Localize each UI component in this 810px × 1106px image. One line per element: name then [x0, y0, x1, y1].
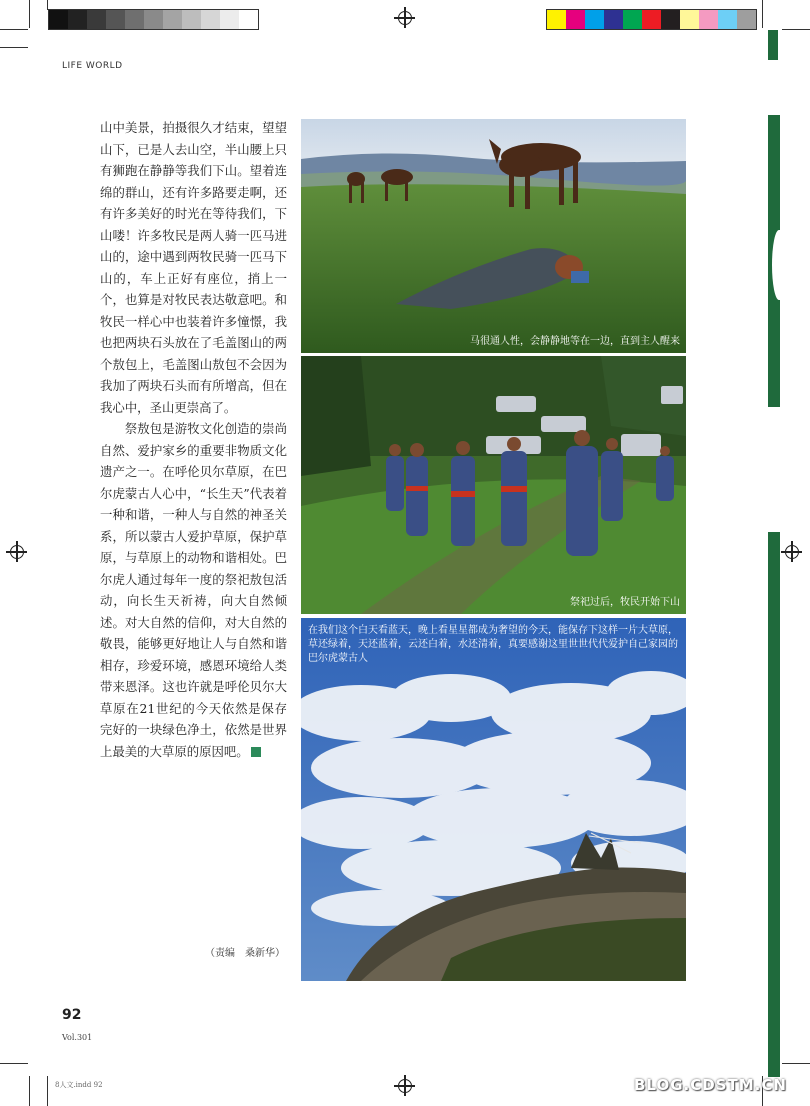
color-swatch	[163, 10, 182, 29]
color-swatch	[87, 10, 106, 29]
watermark: BLOG.CDSTM.CN	[634, 1076, 787, 1094]
color-swatch	[144, 10, 163, 29]
edge-strip	[768, 30, 778, 60]
registration-mark-icon	[785, 545, 799, 559]
end-mark-icon	[251, 747, 261, 757]
gray-calibration-bar	[48, 9, 259, 30]
photo1-caption: 马很通人性，会静静地等在一边，直到主人醒来	[470, 336, 680, 347]
crop-mark	[47, 1076, 48, 1106]
color-swatch	[125, 10, 144, 29]
photo-sky-ovoo-image	[301, 618, 686, 981]
crop-mark	[29, 1076, 30, 1106]
color-swatch	[547, 10, 566, 29]
section-header: LIFE WORLD	[62, 61, 123, 71]
crop-mark	[0, 1063, 28, 1064]
color-swatch	[49, 10, 68, 29]
color-swatch	[680, 10, 699, 29]
color-swatch	[737, 10, 756, 29]
crop-mark	[0, 47, 28, 48]
edge-strip	[768, 532, 780, 1077]
color-swatch	[220, 10, 239, 29]
photo-horses-resting-image	[301, 119, 686, 353]
registration-mark-icon	[10, 545, 24, 559]
crop-mark	[47, 0, 48, 10]
color-swatch	[566, 10, 585, 29]
color-swatch	[239, 10, 258, 29]
photo-horses-resting	[301, 119, 686, 353]
registration-mark-icon	[398, 11, 412, 25]
photo-herders-descending-image	[301, 356, 686, 614]
color-swatch	[106, 10, 125, 29]
article-paragraph: 山中美景，拍摄很久才结束，望望山下，已是人去山空，半山腰上只有狮跑在静静等我们下山。望着连绵的群山，还有许多路要走啊，还有许多美好的时光在等待我们，下山喽！许多牧民是两人骑一匹马进山的，途中遇到两牧民骑一匹马下山的，车上正好有座位，捎上一个，也算是对牧民表达敬意吧。和牧民一样心中也装着许多憧憬，我也把两块石头放在了毛盖图山的两个敖包上，毛盖图山敖包不会因为我加了两块石头而有所增高，但在我心中，圣山更崇高了。	[100, 120, 287, 415]
color-swatch	[623, 10, 642, 29]
photo-herders-descending	[301, 356, 686, 614]
color-swatch	[661, 10, 680, 29]
color-swatch	[201, 10, 220, 29]
article-paragraph-text: 祭敖包是游牧文化创造的崇尚自然、爱护家乡的重要非物质文化遗产之一。在呼伦贝尔草原，在巴尔虎蒙古人心中，“长生天”代表着一种和谐，一种人与自然的神圣关系，所以蒙古人爱护草原，保护草原，与草原上的动物和谐相处。巴尔虎人通过每年一度的祭祀敖包活动，向长生天祈祷，向大自然倾述。对大自然的信仰，对大自然的敬畏，能够更好地让人与自然和谐相存，珍爱环境，感恩环境给人类带来恩泽。这也许就是呼伦贝尔大草原在21世纪的今天依然是保存完好的一块绿色净土，依然是世界上最美的大草原的原因吧。	[100, 421, 287, 759]
crop-mark	[762, 0, 763, 28]
file-slug: 8人文.indd 92	[55, 1081, 103, 1089]
photo2-caption: 祭祀过后，牧民开始下山	[570, 597, 680, 608]
photo-sky-ovoo	[301, 618, 686, 981]
crop-mark	[782, 1063, 810, 1064]
article-paragraph	[100, 418, 287, 762]
page-number: 92	[62, 1007, 82, 1023]
color-swatch	[699, 10, 718, 29]
color-swatch	[604, 10, 623, 29]
edge-strip-notch	[772, 230, 786, 300]
editor-credit: （责编 桑新华）	[205, 948, 285, 959]
color-swatch	[585, 10, 604, 29]
article-body	[100, 117, 287, 762]
registration-mark-icon	[398, 1079, 412, 1093]
color-swatch	[718, 10, 737, 29]
crop-mark	[0, 29, 28, 30]
color-calibration-bar	[546, 9, 757, 30]
crop-mark	[29, 0, 30, 28]
crop-mark	[782, 29, 810, 30]
volume-label: Vol.301	[62, 1033, 93, 1042]
color-swatch	[642, 10, 661, 29]
color-swatch	[68, 10, 87, 29]
color-swatch	[182, 10, 201, 29]
photo3-caption: 在我们这个白天看蓝天，晚上看星星都成为奢望的今天，能保存下这样一片大草原，草还绿着，天还蓝着，云还白着，水还清着，真要感谢这里世世代代爱护自己家园的巴尔虎蒙古人	[308, 625, 678, 664]
